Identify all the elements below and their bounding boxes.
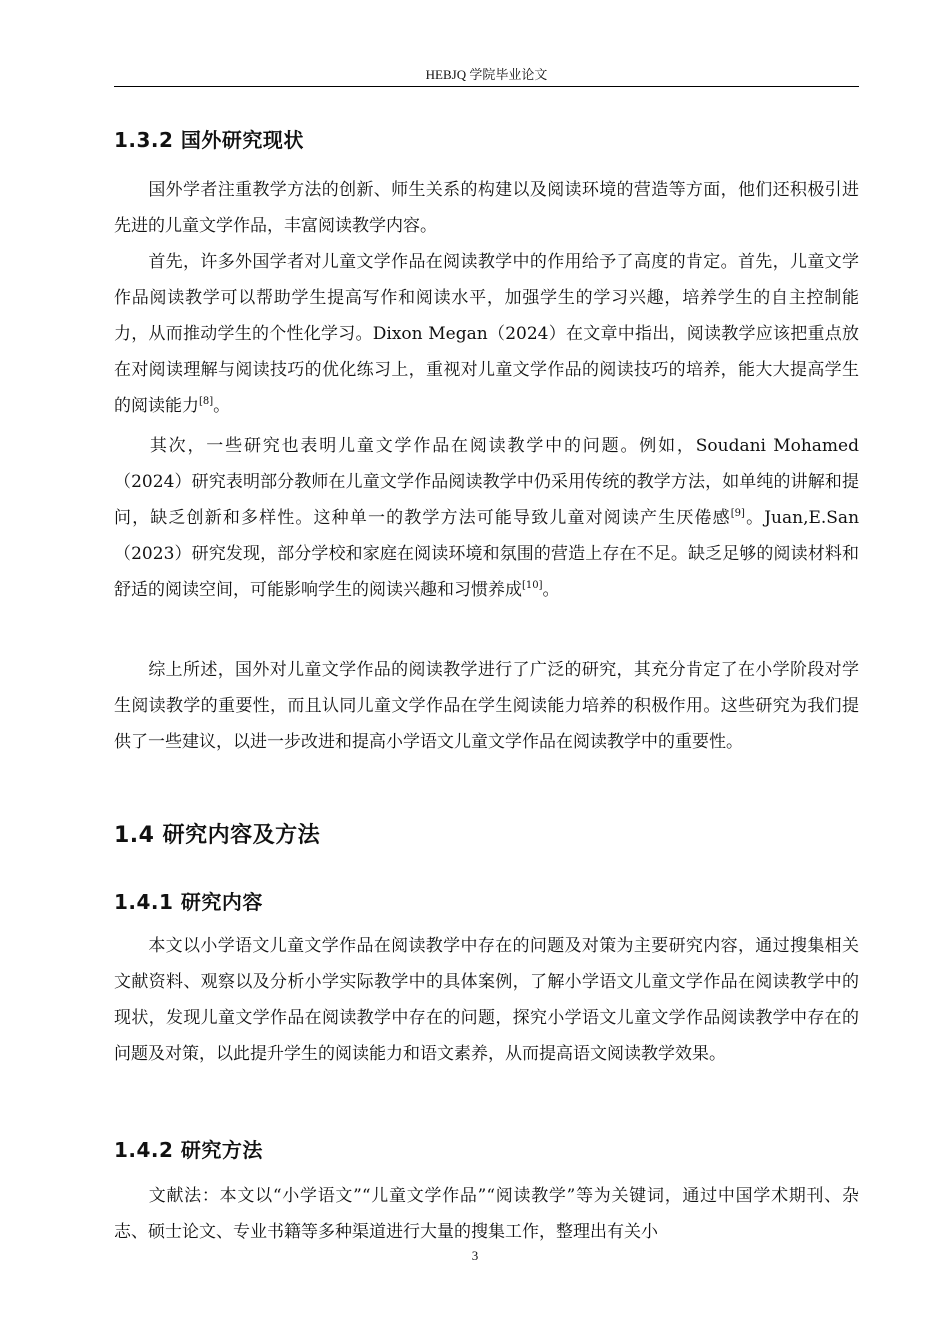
page-number: 3 [471,1248,479,1263]
paragraph-text: 首先，许多外国学者对儿童文学作品在阅读教学中的作用给予了高度的肯定。首先，儿童文学作品阅读教学可以帮助学生提高写作和阅读水平，加强学生的学习兴趣，培养学生的自主控制能力，从而推动学生的个性化学习。Dixon Megan（2024）在文章中指出，阅读教学应该把重点放在对阅读理解与阅读技巧的优化练习上，重视对儿童文学作品的阅读技巧的培养，能大大提高学生的阅读能力 [114,252,859,416]
paragraph-text: 。Juan,E.San（2023）研究发现，部分学校和家庭在阅读环境和氛围的营造上存在不足。缺乏足够的阅读材料和舒适的阅读空间，可能影响学生的阅读兴趣和习惯养成 [114,508,860,600]
paragraph-1-3-2-first [114,244,859,424]
paragraph-text: 国外学者注重教学方法的创新、师生关系的构建以及阅读环境的营造等方面，他们还积极引进先进的儿童文学作品，丰富阅读教学内容。 [114,180,859,236]
paragraph-text: 文献法：本文以“小学语文”“儿童文学作品”“阅读教学”等为关键词，通过中国学术期刊、杂志、硕士论文、专业书籍等多种渠道进行大量的搜集工作，整理出有关小 [114,1186,859,1242]
citation-9: [9] [730,508,745,519]
citation-8: [8] [199,396,214,407]
paragraph-end: 。 [213,396,231,416]
paragraph-text: 其次，一些研究也表明儿童文学作品在阅读教学中的问题。例如，Soudani Mohamed（2024）研究表明部分教师在儿童文学作品阅读教学中仍采用传统的教学方法，如单纯的讲解和提问，缺乏创新和多样性。这种单一的教学方法可能导致儿童对阅读产生厌倦感 [114,436,859,528]
running-header: HEBJQ 学院毕业论文 [425,67,548,82]
paragraph-end: 。 [542,580,560,600]
paragraph-text: 综上所述，国外对儿童文学作品的阅读教学进行了广泛的研究，其充分肯定了在小学阶段对学生阅读教学的重要性，而且认同儿童文学作品在学生阅读能力培养的积极作用。这些研究为我们提供了一些建议，以进一步改进和提高小学语文儿童文学作品在阅读教学中的重要性。 [114,660,859,752]
paragraph-1-3-2-summary [114,652,859,760]
paragraph-1-3-2-intro [114,172,859,244]
section-heading-1-4-2: 1.4.2 研究方法 [114,1138,263,1162]
section-heading-1-4-1: 1.4.1 研究内容 [114,890,263,914]
paragraph-text: 本文以小学语文儿童文学作品在阅读教学中存在的问题及对策为主要研究内容，通过搜集相关文献资料、观察以及分析小学实际教学中的具体案例，了解小学语文儿童文学作品在阅读教学中的现状，发现儿童文学作品在阅读教学中存在的问题，探究小学语文儿童文学作品阅读教学中存在的问题及对策，以此提升学生的阅读能力和语文素养，从而提高语文阅读教学效果。 [114,936,859,1064]
citation-10: [10] [522,580,543,591]
section-heading-1-4: 1.4 研究内容及方法 [114,823,321,848]
section-heading-1-3-2: 1.3.2 国外研究现状 [114,128,304,152]
paragraph-1-4-1 [114,928,859,1072]
header-rule [114,86,859,87]
paragraph-1-4-2 [114,1178,859,1250]
paragraph-1-3-2-second [114,428,859,608]
